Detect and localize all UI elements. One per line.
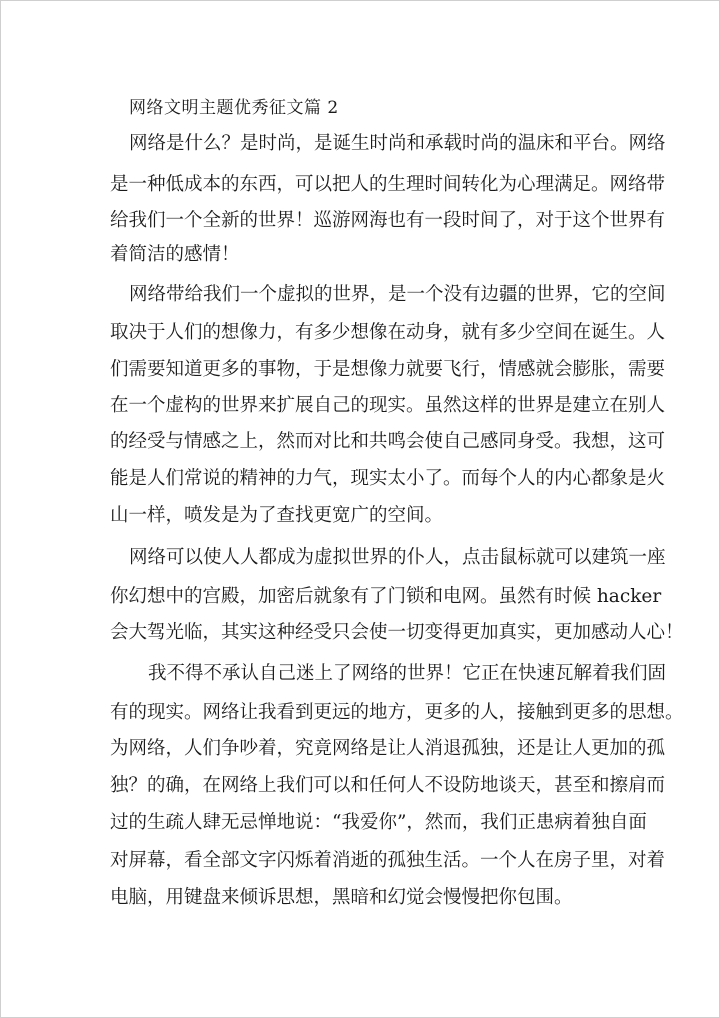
paragraph-line: 能是人们常说的精神的力气，现实太小了。而每个人的内心都象是火 bbox=[110, 468, 666, 489]
paragraph-line: 网络可以使人人都成为虚拟世界的仆人，点击鼠标就可以建筑一座 bbox=[129, 547, 666, 568]
paragraph-line: 网络带给我们一个虚拟的世界，是一个没有边疆的世界，它的空间 bbox=[129, 284, 666, 305]
paragraph-line: 的经受与情感之上，然而对比和共鸣会使自己感同身受。我想，这可 bbox=[110, 431, 666, 452]
paragraph-line: 你幻想中的宫殿，加密后就象有了门锁和电网。虽然有时候 hacker bbox=[110, 586, 662, 607]
paragraph-line: 我不得不承认自己迷上了网络的世界！它正在快速瓦解着我们固 bbox=[148, 663, 667, 684]
paragraph-line: 网络是什么？是时尚，是诞生时尚和承载时尚的温床和平台。网络 bbox=[129, 133, 666, 154]
paragraph-line: 取决于人们的想像力，有多少想像在动身，就有多少空间在诞生。人 bbox=[110, 322, 666, 343]
paragraph-line: 会大驾光临，其实这种经受只会使一切变得更加真实，更加感动人心！ bbox=[110, 622, 684, 643]
paragraph-line: 独？的确，在网络上我们可以和任何人不设防地谈天，甚至和擦肩而 bbox=[110, 775, 666, 796]
paragraph-line: 对屏幕，看全部文字闪烁着消逝的孤独生活。一个人在房子里，对着 bbox=[110, 850, 666, 871]
paragraph-line: 着简洁的感情！ bbox=[110, 244, 240, 265]
paragraph-line: 在一个虚构的世界来扩展自己的现实。虽然这样的世界是建立在别人 bbox=[110, 395, 666, 416]
paragraph-line: 是一种低成本的东西，可以把人的生理时间转化为心理满足。网络带 bbox=[110, 174, 666, 195]
paragraph-line: 为网络，人们争吵着，究竟网络是让人消退孤独，还是让人更加的孤 bbox=[110, 738, 666, 759]
paragraph-line: 有的现实。网络让我看到更远的地方，更多的人，接触到更多的思想。 bbox=[110, 702, 684, 723]
paragraph-line: 给我们一个全新的世界！巡游网海也有一段时间了，对于这个世界有 bbox=[110, 210, 666, 231]
paragraph-line: 山一样，喷发是为了查找更宽广的空间。 bbox=[110, 505, 444, 526]
paragraph-line: 电脑，用键盘来倾诉思想，黑暗和幻觉会慢慢把你包围。 bbox=[110, 887, 573, 908]
paragraph-line: 们需要知道更多的事物，于是想像力就要飞行，情感就会膨胀，需要 bbox=[110, 359, 666, 380]
document-title: 网络文明主题优秀征文篇 2 bbox=[129, 98, 339, 118]
paragraph-line: 过的生疏人肆无忌惮地说：“我爱你”，然而，我们正患病着独自面 bbox=[110, 812, 647, 833]
